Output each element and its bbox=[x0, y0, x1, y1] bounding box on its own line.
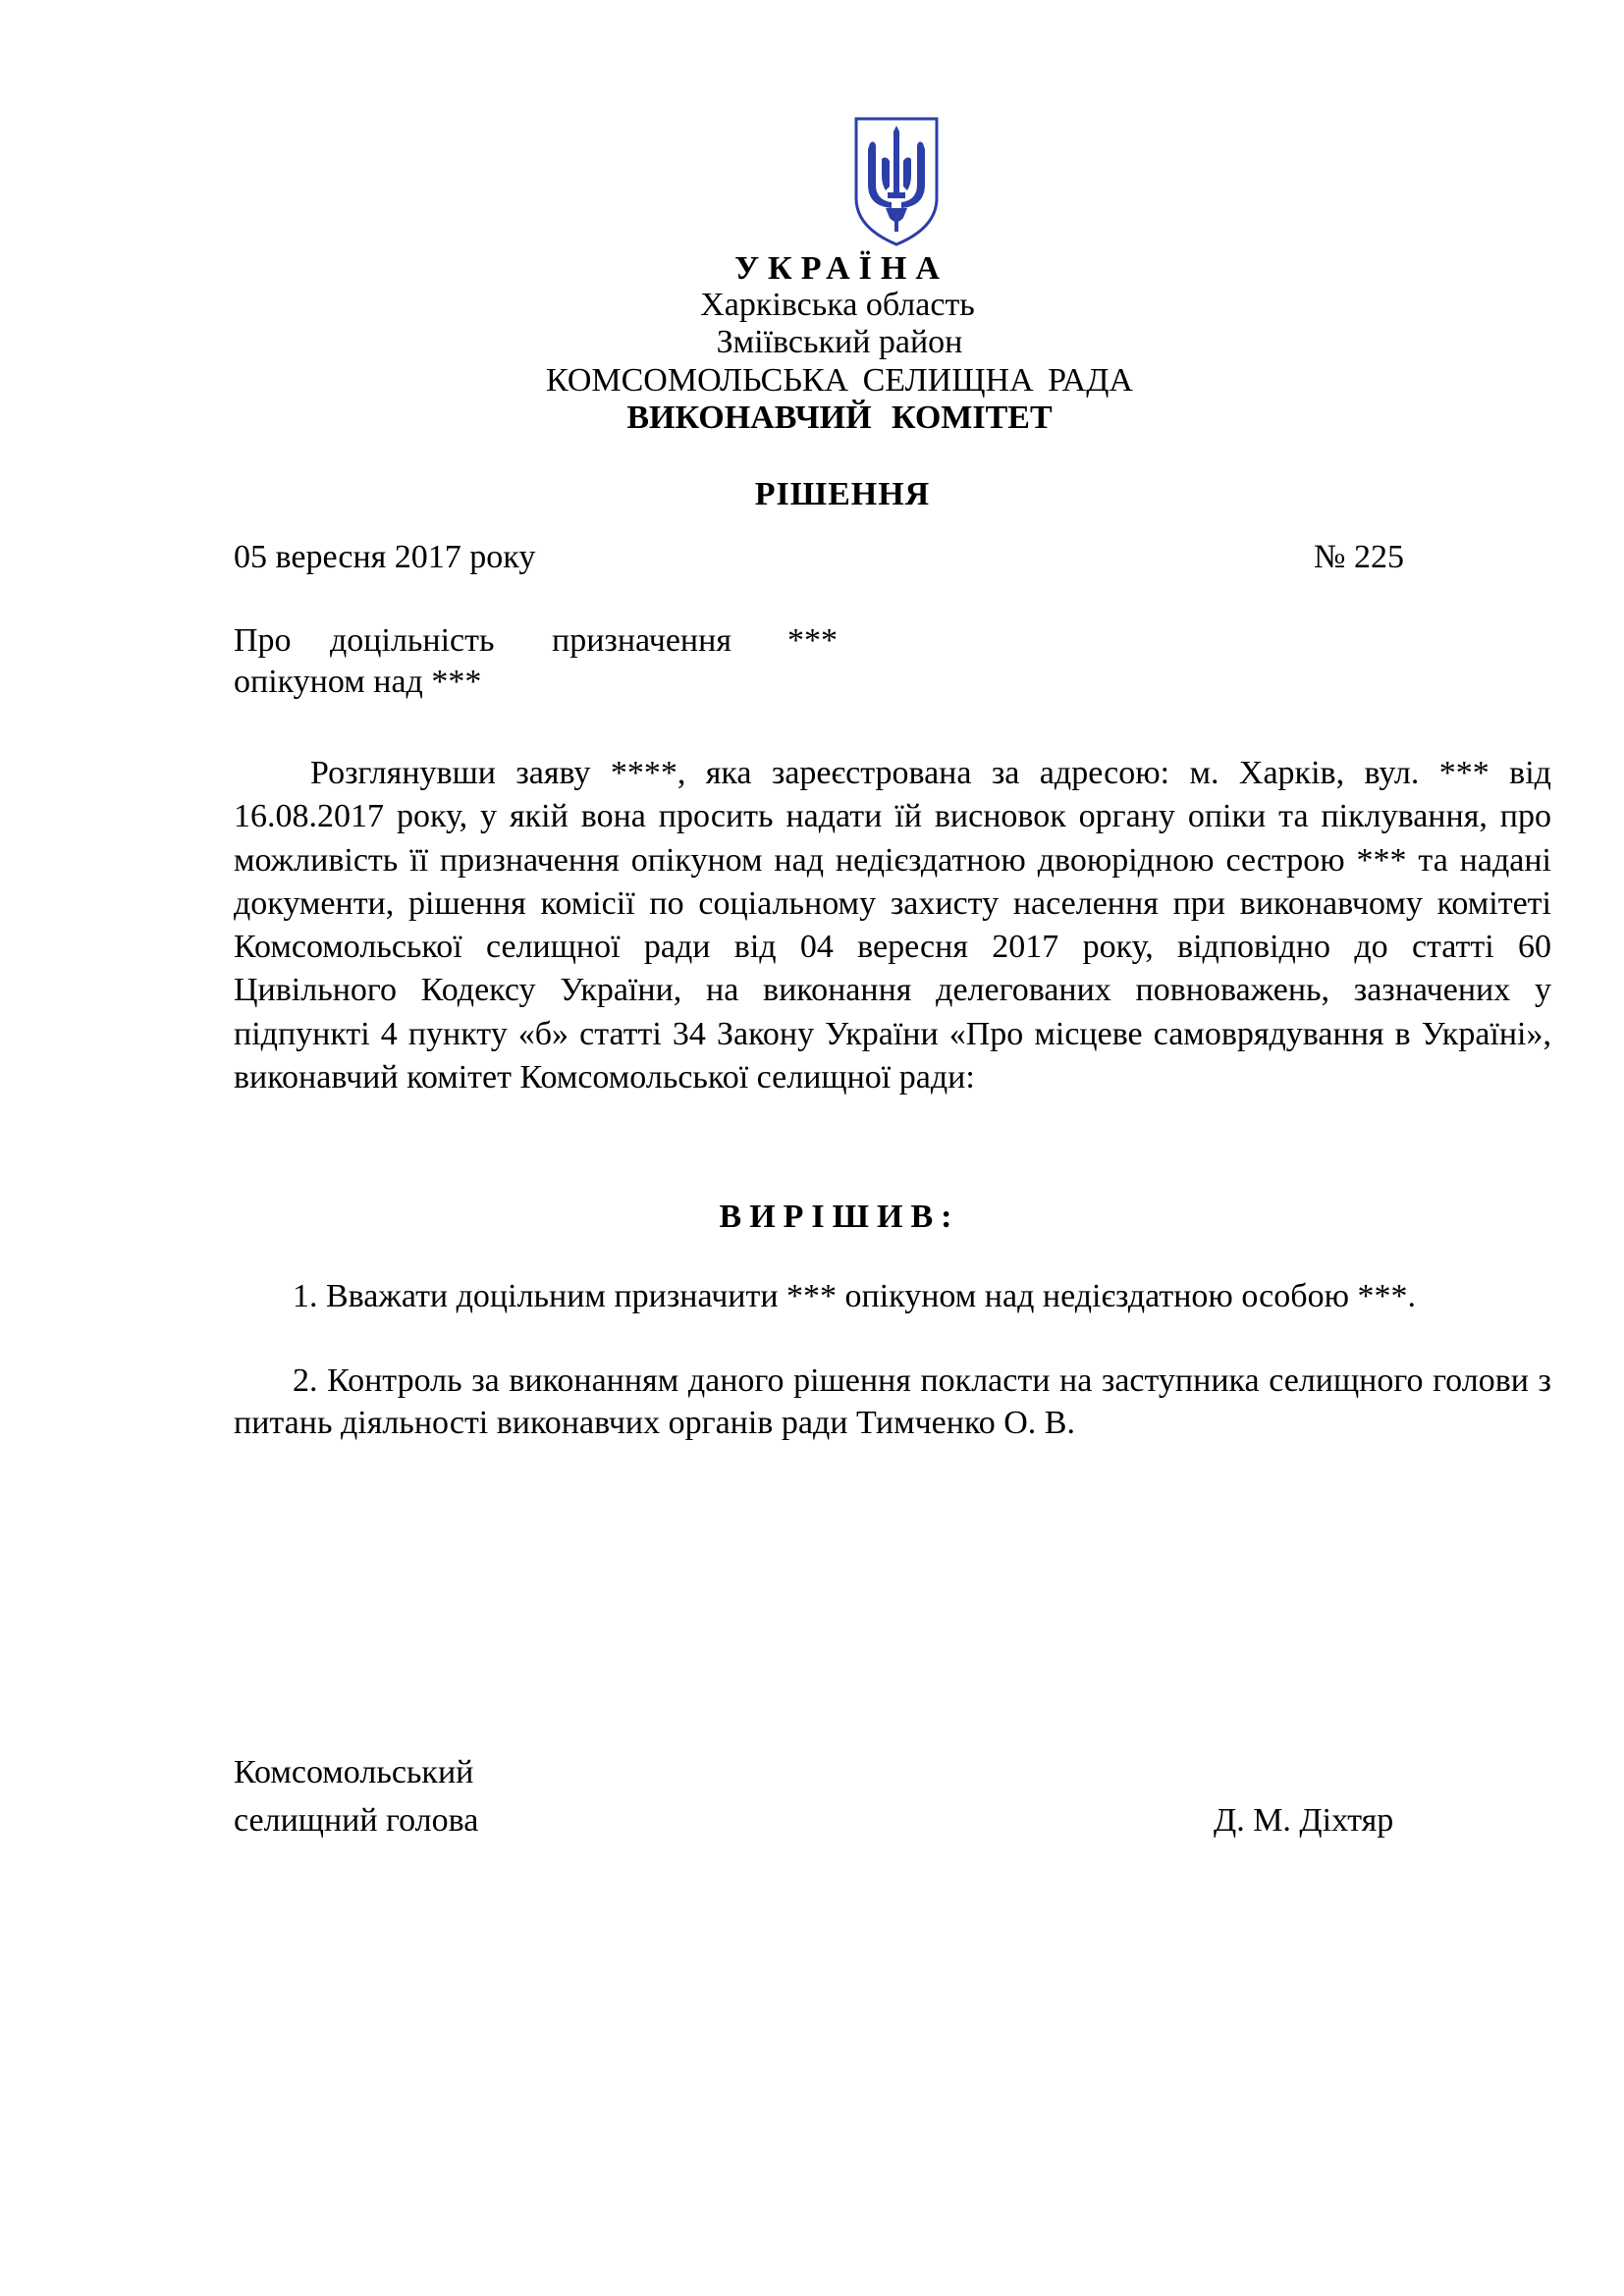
council-name: КОМСОМОЛЬСЬКА СЕЛИЩНА РАДА bbox=[546, 362, 1133, 399]
signature-position-line-2: селищний голова bbox=[234, 1802, 479, 1839]
oblast-name: Харківська область bbox=[700, 287, 975, 323]
trident-coat-of-arms-icon bbox=[852, 116, 941, 247]
preamble-paragraph: Розглянувши заяву ****, яка зареєстрована за адресою: м. Харків, вул. *** від 16.08.2017 року, у якій вона просить надати їй висновок органу опіки та піклування, про можливість її призначення опікуном над недієздатною двоюрідною сестрою *** та надані документи, рішення комісії по соціальному захисту населення при виконавчому комітеті Комсомольської селищної ради від 04 вересня 2017 року, відповідно до статті 60 Цивільного Кодексу України, на виконання делегованих повноважень, зазначених у підпункті 4 пункту «б» статті 34 Закону України «Про місцеве самоврядування в Україні», виконавчий комітет Комсомольської селищної ради: bbox=[234, 755, 1551, 1096]
subject-word: доцільність bbox=[330, 622, 495, 659]
subject-word: призначення bbox=[552, 622, 731, 659]
country-title: УКРАЇНА bbox=[734, 250, 948, 287]
subject-line-2: опікуном над *** bbox=[234, 664, 482, 700]
decided-heading: ВИРІШИВ: bbox=[719, 1199, 960, 1235]
signature-name: Д. М. Діхтяр bbox=[1214, 1802, 1394, 1839]
decision-item: 1. Вважати доцільним призначити *** опікуном над недієздатною особою ***. bbox=[293, 1278, 1416, 1314]
document-type: РІШЕННЯ bbox=[754, 476, 931, 512]
decision-item: 2. Контроль за виконанням даного рішення покласти на заступника селищного голови з питань діяльності виконавчих органів ради Тимченко О. В. bbox=[234, 1362, 1551, 1441]
subject-word: Про bbox=[234, 622, 292, 659]
committee-name: ВИКОНАВЧИЙ КОМІТЕТ bbox=[626, 400, 1053, 436]
document-number: № 225 bbox=[1314, 539, 1404, 575]
signature-position-line-1: Комсомольський bbox=[234, 1754, 474, 1790]
subject-line-1 bbox=[234, 621, 862, 661]
subject-word: *** bbox=[787, 622, 838, 659]
document-date: 05 вересня 2017 року bbox=[234, 539, 536, 575]
rayon-name: Зміївський район bbox=[716, 324, 963, 360]
